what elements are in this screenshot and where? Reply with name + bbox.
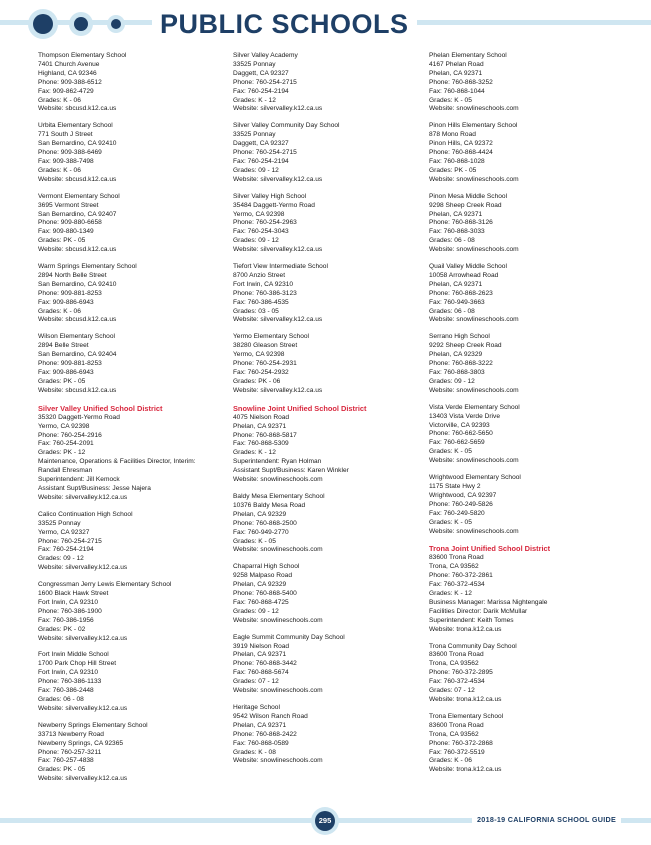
entry-line: Business Manager: Marissa Nightengale <box>429 598 548 606</box>
entry-line: 33525 Ponnay <box>233 131 276 139</box>
entry-line: Phone: 760-868-3252 <box>429 78 493 86</box>
school-entry <box>38 263 228 325</box>
school-name: Silver Valley Academy <box>233 52 298 59</box>
page-footer <box>0 805 651 837</box>
listing-column-2 <box>233 52 423 774</box>
school-entry <box>429 263 619 325</box>
entry-line: Phone: 760-372-2868 <box>429 739 493 747</box>
school-name: Pinon Mesa Middle School <box>429 192 508 200</box>
entry-line: 1700 Park Chop Hill Street <box>38 660 117 668</box>
entry-line: Phelan, CA 92371 <box>233 721 287 729</box>
school-entry <box>38 122 228 184</box>
school-name: Thompson Elementary School <box>38 52 127 59</box>
school-entry <box>38 651 228 713</box>
entry-line: 9258 Malpaso Road <box>233 572 293 580</box>
entry-line: Website: trona.k12.ca.us <box>429 766 502 774</box>
entry-line: 33713 Newberry Road <box>38 730 104 738</box>
school-name: Yermo Elementary School <box>233 333 309 341</box>
entry-line: Grades: 06 - 08 <box>38 696 84 703</box>
school-entry <box>233 122 423 184</box>
entry-line: Grades: PK - 05 <box>429 166 477 174</box>
entry-line: Grades: 09 - 12 <box>38 555 84 563</box>
school-name: Trona Elementary School <box>429 712 504 720</box>
entry-line: Randall Ehresman <box>38 467 93 475</box>
school-name: Tiefort View Intermediate School <box>233 263 328 271</box>
entry-line: Victorville, CA 92393 <box>429 421 490 429</box>
school-name: Pinon Hills Elementary School <box>429 122 518 130</box>
entry-line: Phone: 760-254-2715 <box>233 78 297 86</box>
entry-line: Pinon Hills, CA 92372 <box>429 140 493 148</box>
entry-line: Yermo, CA 92327 <box>38 528 90 536</box>
entry-line: 3919 Nielson Road <box>233 642 290 650</box>
header-dot-small <box>107 15 125 33</box>
entry-line: Daggett, CA 92327 <box>233 69 289 77</box>
entry-line: Website: silvervalley.k12.ca.us <box>233 246 323 254</box>
entry-line: Fax: 760-868-0589 <box>233 739 289 747</box>
school-name: Eagle Summit Community Day School <box>233 633 345 641</box>
entry-line: Grades: 09 - 12 <box>429 377 475 385</box>
entry-line: Newberry Springs, CA 92365 <box>38 739 124 747</box>
entry-line: San Bernardino, CA 92407 <box>38 210 117 218</box>
entry-line: Phelan, CA 92371 <box>429 210 483 218</box>
entry-line: Fax: 760-254-2194 <box>233 157 289 165</box>
entry-line: Website: snowlineschools.com <box>429 246 519 254</box>
entry-line: Phone: 760-386-3123 <box>233 289 297 297</box>
entry-line: Grades: PK - 05 <box>38 237 86 245</box>
entry-line: Website: trona.k12.ca.us <box>429 625 502 633</box>
school-name: Quail Valley Middle School <box>429 263 507 271</box>
entry-line: Highland, CA 92346 <box>38 69 97 77</box>
school-name: Baldy Mesa Elementary School <box>233 492 325 500</box>
entry-line: Phone: 760-868-3126 <box>429 219 493 227</box>
entry-line: 13403 Vista Verde Drive <box>429 412 500 420</box>
entry-line: Fax: 760-868-3803 <box>429 369 485 376</box>
entry-line: Website: silvervalley.k12.ca.us <box>38 493 128 501</box>
entry-line: 7401 Church Avenue <box>38 60 100 68</box>
entry-line: Phone: 760-868-2422 <box>233 730 297 738</box>
entry-line: Fax: 760-254-2194 <box>233 87 289 95</box>
entry-line: Phone: 760-257-3211 <box>38 748 102 756</box>
school-name: Vista Verde Elementary School <box>429 403 520 411</box>
header-dot-medium <box>69 12 93 36</box>
entry-line: Phone: 760-868-2623 <box>429 289 493 297</box>
entry-line: Maintenance, Operations & Facilities Director, Interim: <box>38 458 196 466</box>
school-entry <box>429 643 619 705</box>
entry-line: Grades: K - 05 <box>429 518 472 526</box>
entry-line: San Bernardino, CA 92410 <box>38 280 117 288</box>
entry-line: Website: snowlineschools.com <box>429 316 519 324</box>
school-entry <box>233 193 423 255</box>
entry-line: Grades: 06 - 08 <box>429 237 475 245</box>
entry-line: Website: snowlineschools.com <box>233 757 323 765</box>
guide-title: 2018-19 CALIFORNIA SCHOOL GUIDE <box>472 814 621 826</box>
entry-line: Grades: K - 06 <box>38 307 81 315</box>
entry-line: Grades: K - 06 <box>429 757 472 765</box>
entry-line: Yermo, CA 92398 <box>233 210 285 218</box>
listing-column-1 <box>38 52 228 792</box>
entry-line: Fax: 760-372-4534 <box>429 581 485 589</box>
entry-line: Wrightwood, CA 92397 <box>429 491 497 499</box>
entry-line: 10058 Arrowhead Road <box>429 271 499 279</box>
entry-line: Website: snowlineschools.com <box>429 527 519 535</box>
page-number: 295 <box>315 811 335 831</box>
entry-line: Grades: 09 - 12 <box>233 166 279 174</box>
entry-line: Fax: 760-386-4535 <box>233 298 289 306</box>
entry-line: 83600 Trona Road <box>429 721 484 729</box>
entry-line: Grades: K - 05 <box>429 448 472 456</box>
entry-line: Grades: K - 12 <box>233 449 276 457</box>
entry-line: Phelan, CA 92329 <box>233 581 287 589</box>
page-header <box>0 0 651 48</box>
school-entry <box>233 634 423 696</box>
entry-line: 83600 Trona Road <box>429 651 484 659</box>
entry-line: Phone: 760-868-3222 <box>429 360 493 368</box>
entry-line: Grades: 07 - 12 <box>429 687 475 695</box>
entry-line: Phone: 760-254-2931 <box>233 360 297 368</box>
entry-line: 3695 Vermont Street <box>38 201 99 209</box>
entry-line: Fax: 760-868-1044 <box>429 87 485 95</box>
school-name: Vermont Elementary School <box>38 192 120 200</box>
entry-line: Grades: 09 - 12 <box>233 607 279 615</box>
page-title: PUBLIC SCHOOLS <box>152 6 417 42</box>
entry-line: San Bernardino, CA 92404 <box>38 351 117 359</box>
entry-line: Grades: 03 - 05 <box>233 307 279 315</box>
school-name: Chaparral High School <box>233 563 300 571</box>
entry-line: Phelan, CA 92371 <box>233 422 287 430</box>
entry-line: Grades: K - 08 <box>233 748 276 756</box>
entry-line: Phone: 760-868-3442 <box>233 660 297 668</box>
entry-line: Yermo, CA 92398 <box>233 351 285 359</box>
entry-line: Grades: K - 06 <box>38 96 81 104</box>
entry-line: 1600 Black Hawk Street <box>38 590 109 598</box>
district-entry <box>429 544 619 634</box>
school-entry <box>429 404 619 466</box>
entry-line: Fax: 760-868-5309 <box>233 440 289 448</box>
entry-line: Trona, CA 93562 <box>429 730 479 738</box>
entry-line: Website: silvervalley.k12.ca.us <box>233 175 323 183</box>
entry-line: Fax: 760-257-4838 <box>38 757 94 765</box>
entry-line: Fax: 760-949-3663 <box>429 298 485 306</box>
entry-line: Grades: PK - 05 <box>38 766 86 774</box>
entry-line: Grades: 06 - 08 <box>429 307 475 315</box>
entry-line: 38280 Gleason Street <box>233 342 298 350</box>
entry-line: Fax: 760-868-4725 <box>233 598 289 606</box>
entry-line: 83600 Trona Road <box>429 554 484 562</box>
school-entry <box>233 333 423 395</box>
entry-line: Fax: 760-386-2448 <box>38 687 94 695</box>
entry-line: Website: snowlineschools.com <box>233 476 323 484</box>
entry-line: Grades: 07 - 12 <box>233 678 279 686</box>
school-name: Silver Valley Community Day School <box>233 122 340 130</box>
entry-line: 2894 North Belle Street <box>38 271 107 279</box>
entry-line: Fax: 909-886-6943 <box>38 298 94 306</box>
entry-line: Fax: 760-372-5519 <box>429 748 485 756</box>
school-entry <box>38 193 228 255</box>
entry-line: Grades: K - 12 <box>233 96 276 104</box>
district-name: Trona Joint Unified School District <box>429 544 551 554</box>
school-entry <box>38 52 228 114</box>
entry-line: Website: sbcusd.k12.ca.us <box>38 386 117 394</box>
entry-line: Website: snowlineschools.com <box>429 457 519 465</box>
entry-line: Phone: 760-868-5817 <box>233 431 297 439</box>
entry-line: Fax: 760-254-2194 <box>38 546 94 554</box>
district-name: Snowline Joint Unified School District <box>233 403 367 413</box>
entry-line: Website: trona.k12.ca.us <box>429 696 502 703</box>
school-name: Trona Community Day School <box>429 642 517 650</box>
district-entry <box>38 404 228 503</box>
entry-line: Superintendent: Keith Tomes <box>429 616 514 624</box>
entry-line: Phone: 760-254-2715 <box>38 537 102 545</box>
entry-line: Phone: 760-254-2916 <box>38 431 102 439</box>
entry-line: 1175 State Hwy 2 <box>429 482 481 490</box>
entry-line: Fax: 760-868-5674 <box>233 669 289 677</box>
entry-line: Phone: 760-868-4424 <box>429 149 493 157</box>
district-name: Silver Valley Unified School District <box>38 403 163 413</box>
page-number-badge <box>311 807 339 835</box>
entry-line: Grades: PK - 02 <box>38 625 86 633</box>
school-name: Silver Valley High School <box>233 192 307 200</box>
entry-line: Grades: PK - 06 <box>233 377 281 385</box>
entry-line: 10376 Baldy Mesa Road <box>233 501 306 509</box>
school-name: Congressman Jerry Lewis Elementary School <box>38 581 172 589</box>
entry-line: Website: silvervalley.k12.ca.us <box>38 634 128 642</box>
entry-line: 878 Mono Road <box>429 131 476 139</box>
district-entry <box>233 404 423 485</box>
school-name: Calico Continuation High School <box>38 510 133 518</box>
entry-line: Website: snowlineschools.com <box>233 687 323 695</box>
school-name: Wilson Elementary School <box>38 333 115 341</box>
entry-line: Phelan, CA 92371 <box>233 651 287 659</box>
entry-line: Phone: 909-388-6469 <box>38 149 102 157</box>
entry-line: Phelan, CA 92329 <box>429 351 483 359</box>
entry-line: 4075 Nielson Road <box>233 413 290 421</box>
entry-line: Phone: 909-881-8253 <box>38 289 102 297</box>
entry-line: Website: sbcusd.k12.ca.us <box>38 105 117 113</box>
school-entry <box>38 511 228 573</box>
entry-line: Grades: K - 05 <box>429 96 472 104</box>
entry-line: Phone: 760-254-2715 <box>233 149 297 157</box>
entry-line: Fort Irwin, CA 92310 <box>233 280 294 288</box>
header-dot-large <box>28 9 58 39</box>
entry-line: Website: sbcusd.k12.ca.us <box>38 246 117 254</box>
school-entry <box>233 493 423 555</box>
entry-line: Grades: 09 - 12 <box>233 237 279 245</box>
entry-line: Phone: 909-388-6512 <box>38 78 102 86</box>
school-entry <box>429 52 619 114</box>
entry-line: 2894 Belle Street <box>38 342 89 350</box>
school-entry <box>429 333 619 395</box>
school-name: Serrano High School <box>429 333 490 341</box>
school-entry <box>38 581 228 643</box>
school-entry <box>429 474 619 536</box>
entry-line: 9292 Sheep Creek Road <box>429 342 502 350</box>
entry-line: 4167 Phelan Road <box>429 60 484 68</box>
entry-line: 33525 Ponnay <box>233 60 276 68</box>
school-name: Fort Irwin Middle School <box>38 651 109 659</box>
school-entry <box>38 333 228 395</box>
entry-line: Website: silvervalley.k12.ca.us <box>233 386 323 394</box>
school-entry <box>429 713 619 775</box>
entry-line: Assistant Supt/Business: Jesse Najera <box>38 484 151 492</box>
entry-line: Phone: 760-868-2500 <box>233 519 297 527</box>
entry-line: Website: silvervalley.k12.ca.us <box>38 704 128 712</box>
entry-line: Website: silvervalley.k12.ca.us <box>38 564 128 572</box>
entry-line: Fax: 760-949-2770 <box>233 528 289 536</box>
entry-line: Fax: 909-862-4729 <box>38 87 94 95</box>
entry-line: 35320 Daggett-Yermo Road <box>38 413 120 421</box>
entry-line: Fax: 760-662-5659 <box>429 439 485 447</box>
school-name: Warm Springs Elementary School <box>38 263 137 271</box>
entry-line: Phone: 760-868-5400 <box>233 590 297 598</box>
entry-line: Fax: 760-868-1028 <box>429 157 485 165</box>
entry-line: Phone: 909-880-6658 <box>38 219 102 227</box>
entry-line: Website: silvervalley.k12.ca.us <box>38 775 128 783</box>
entry-line: 8700 Anzio Street <box>233 271 286 279</box>
entry-line: Phelan, CA 92329 <box>233 510 287 518</box>
entry-line: Fax: 909-388-7498 <box>38 157 94 165</box>
entry-line: Grades: PK - 05 <box>38 377 86 385</box>
entry-line: Fax: 760-868-3033 <box>429 228 485 236</box>
entry-line: Superintendent: Ryan Holman <box>233 458 322 466</box>
listing-column-3 <box>429 52 619 783</box>
school-entry <box>233 563 423 625</box>
entry-line: Website: silvervalley.k12.ca.us <box>233 105 323 113</box>
entry-line: Fax: 760-254-3043 <box>233 228 289 236</box>
entry-line: Phone: 760-372-2895 <box>429 669 493 677</box>
school-entry <box>233 263 423 325</box>
entry-line: Phone: 760-386-1133 <box>38 678 102 686</box>
entry-line: Website: snowlineschools.com <box>429 386 519 394</box>
school-name: Wrightwood Elementary School <box>429 474 521 482</box>
entry-line: Website: snowlineschools.com <box>429 175 519 183</box>
entry-line: Website: silvervalley.k12.ca.us <box>233 316 323 324</box>
entry-line: Phone: 760-386-1900 <box>38 607 102 615</box>
entry-line: Website: snowlineschools.com <box>233 546 323 554</box>
entry-line: 771 South J Street <box>38 131 93 139</box>
school-entry <box>233 704 423 766</box>
entry-line: Fax: 909-880-1349 <box>38 228 94 236</box>
entry-line: Phone: 760-254-2963 <box>233 219 297 227</box>
entry-line: Grades: PK - 12 <box>38 449 86 457</box>
entry-line: Fax: 760-386-1956 <box>38 616 94 624</box>
school-name: Heritage School <box>233 704 280 711</box>
entry-line: Website: sbcusd.k12.ca.us <box>38 175 117 183</box>
entry-line: Superintendent: Jill Kemock <box>38 476 120 484</box>
entry-line: Phelan, CA 92371 <box>429 69 483 77</box>
entry-line: Assistant Supt/Business: Karen Winkler <box>233 467 349 475</box>
school-name: Phelan Elementary School <box>429 52 507 59</box>
entry-line: 35484 Daggett-Yermo Road <box>233 201 315 209</box>
entry-line: Fax: 760-254-2932 <box>233 369 289 376</box>
entry-line: Daggett, CA 92327 <box>233 140 289 148</box>
entry-line: Grades: K - 05 <box>233 537 276 545</box>
entry-line: Grades: K - 06 <box>38 166 81 174</box>
entry-line: Phelan, CA 92371 <box>429 280 483 288</box>
entry-line: Trona, CA 93562 <box>429 660 479 668</box>
entry-line: Fax: 760-254-2091 <box>38 440 94 448</box>
school-entry <box>38 722 228 784</box>
entry-line: Website: sbcusd.k12.ca.us <box>38 316 117 324</box>
entry-line: Trona, CA 93562 <box>429 563 479 571</box>
school-entry <box>233 52 423 114</box>
entry-line: San Bernardino, CA 92410 <box>38 140 117 148</box>
entry-line: 33525 Ponnay <box>38 519 81 527</box>
entry-line: Fax: 760-249-5820 <box>429 509 485 517</box>
school-entry <box>429 193 619 255</box>
school-name: Newberry Springs Elementary School <box>38 721 148 729</box>
entry-line: Fax: 760-372-4534 <box>429 678 485 686</box>
entry-line: Fax: 909-886-6943 <box>38 369 94 376</box>
entry-line: Grades: K - 12 <box>429 590 472 598</box>
entry-line: Website: snowlineschools.com <box>233 616 323 624</box>
entry-line: Phone: 909-881-8253 <box>38 360 102 368</box>
school-name: Urbita Elementary School <box>38 122 113 130</box>
entry-line: Website: snowlineschools.com <box>429 105 519 113</box>
entry-line: Phone: 760-662-5650 <box>429 430 493 438</box>
entry-line: Phone: 760-372-2861 <box>429 572 493 580</box>
entry-line: Yermo, CA 92398 <box>38 422 90 430</box>
entry-line: Fort Irwin, CA 92310 <box>38 669 99 677</box>
entry-line: Fort Irwin, CA 92310 <box>38 598 99 606</box>
school-entry <box>429 122 619 184</box>
entry-line: 9298 Sheep Creek Road <box>429 201 502 209</box>
entry-line: Phone: 760-249-5826 <box>429 500 493 508</box>
entry-line: 9542 Wilson Ranch Road <box>233 712 308 720</box>
entry-line: Facilities Director: Darik McMullar <box>429 607 528 615</box>
